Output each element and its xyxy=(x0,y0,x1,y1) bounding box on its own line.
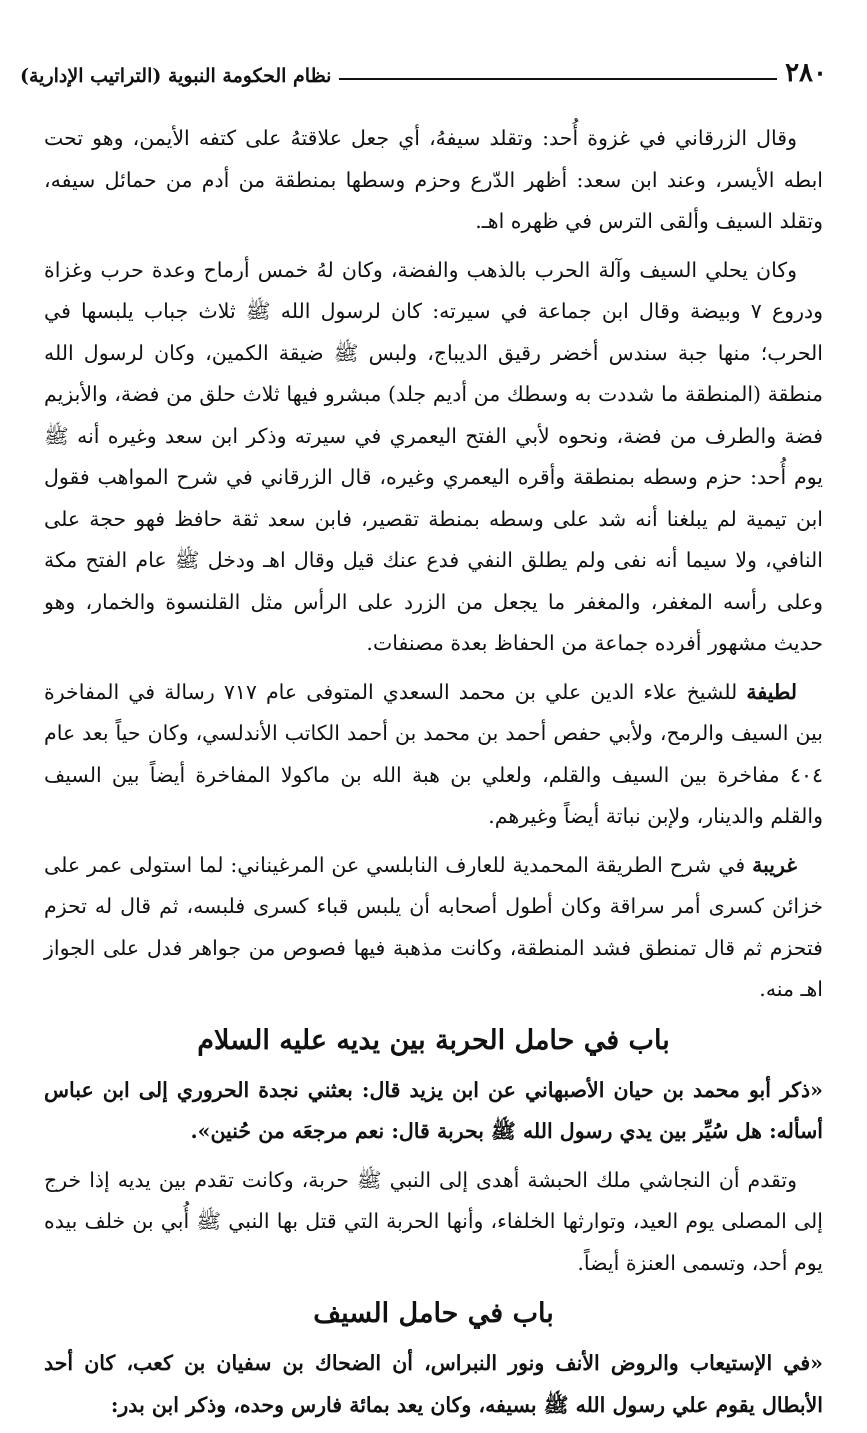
running-header xyxy=(20,52,827,86)
ghariba-text: في شرح الطريقة المحمدية للعارف النابلسي عن المرغيناني: لما استولى عمر على خزائن كسرى أمر سراقة وكان أطول أصحابه أن يلبس قباء كسرى فلبسه، ثم قال له تحزم فتحزم ثم قال تمنطق فشد المنطقة، وكانت مذهبة فيها فصوص من جواهر فدل على الجواز اهـ منه. xyxy=(44,852,823,1001)
latifa-text: للشيخ علاء الدين علي بن محمد السعدي المتوفى عام ٧١٧ رسالة في المفاخرة بين السيف والرمح، ولأبي حفص أحمد بن محمد بن أحمد الكاتب الأندلسي، وكان حياً بعد عام ٤٠٤ مفاخرة بين السيف والقلم، ولعلي بن هبة الله بن ماكولا المفاخرة أيضاً بين السيف والقلم والدينار، ولإبن نباتة أيضاً وغيرهم. xyxy=(44,679,823,828)
paragraph-latifa xyxy=(44,672,823,838)
running-title: نظام الحكومة النبوية (التراتيب الإدارية) xyxy=(20,65,332,87)
page-body xyxy=(44,118,823,1433)
paragraph-zurqani: وقال الزرقاني في غزوة أُحد: وتقلد سيفهُ، أي جعل علاقتهُ على كتفه الأيمن، وهو تحت ابطه الأيسر، وعند ابن سعد: أظهر الدّرع وحزم وسطها بمنطقة من أدم من حمائل سيفه، وتقلد السيف وألقى الترس في ظهره اهـ. xyxy=(44,126,823,233)
quote-istiab: «في الإستيعاب والروض الأنف ونور النبراس، أن الضحاك بن سفيان بن كعب، كان أحد الأبطال يقوم علي رسول الله ﷺ بسيفه، وكان يعد بمائة فارس وحده، وذكر ابن بدر: xyxy=(44,1351,823,1417)
ghariba-lead-word: غريبة xyxy=(752,852,797,877)
section-heading-sword-bearer: باب في حامل السيف xyxy=(313,1298,554,1329)
page-number: ٢٨٠ xyxy=(785,58,827,88)
paragraph-najashi: وتقدم أن النجاشي ملك الحبشة أهدى إلى النبي ﷺ حربة، وكانت تقدم بين يديه إذا خرج إلى المصلى يوم العيد، وتوارثها الخلفاء، وأنها الحربة التي قتل بها النبي ﷺ أُبي بن خلف بيده يوم أحد، وتسمى العنزة أيضاً. xyxy=(44,1167,823,1275)
header-rule xyxy=(339,78,777,80)
quote-ibn-hayyan: «ذكر أبو محمد بن حيان الأصبهاني عن ابن يزيد قال: بعثني نجدة الحروري إلى ابن عباس أسأله: هل سُيِّر بين يدي رسول الله ﷺ بحربة قال: نعم مرجعَه من حُنين». xyxy=(44,1077,823,1143)
paragraph-sword-ornament: وكان يحلي السيف وآلة الحرب بالذهب والفضة، وكان لهُ خمس أرماح وعدة حرب وغزاة ودروع ٧ وبيضة وقال ابن جماعة في سيرته: كان لرسول الله ﷺ ثلاث جباب يلبسها في الحرب؛ منها جبة سندس أخضر رقيق الديباج، ولبس ﷺ ضيقة الكمين، وكان لرسول الله منطقة (المنطقة ما شددت به وسطك من أديم جلد) مبشرو فيها ثلاث حلق من فضة، والأبزيم فضة والطرف من فضة، ونحوه لأبي الفتح اليعمري في سيرته وذكر ابن سعد وغيره أنه ﷺ يوم أُحد: حزم وسطه بمنطقة وأقره اليعمري وغيره، قال الزرقاني في شرح المواهب فقول ابن تيمية لم يبلغنا أنه شد على وسطه بمنطة تقصير، فابن سعد ثقة حافظ فهو حجة على النافي، ولا سيما أنه نفى ولم يطلق النفي فدع عنك قيل وقال اهـ ودخل ﷺ عام الفتح مكة وعلى رأسه المغفر، والمغفر ما يجعل من الزرد على الرأس مثل القلنسوة والخمار، وهو حديث مشهور أفرده جماعة من الحفاظ بعدة مصنفات. xyxy=(44,257,824,655)
paragraph-ghariba xyxy=(44,845,823,1011)
latifa-lead-word: لطيفة xyxy=(746,679,797,704)
section-heading-spear-bearer: باب في حامل الحربة بين يديه عليه السلام xyxy=(197,1024,670,1056)
